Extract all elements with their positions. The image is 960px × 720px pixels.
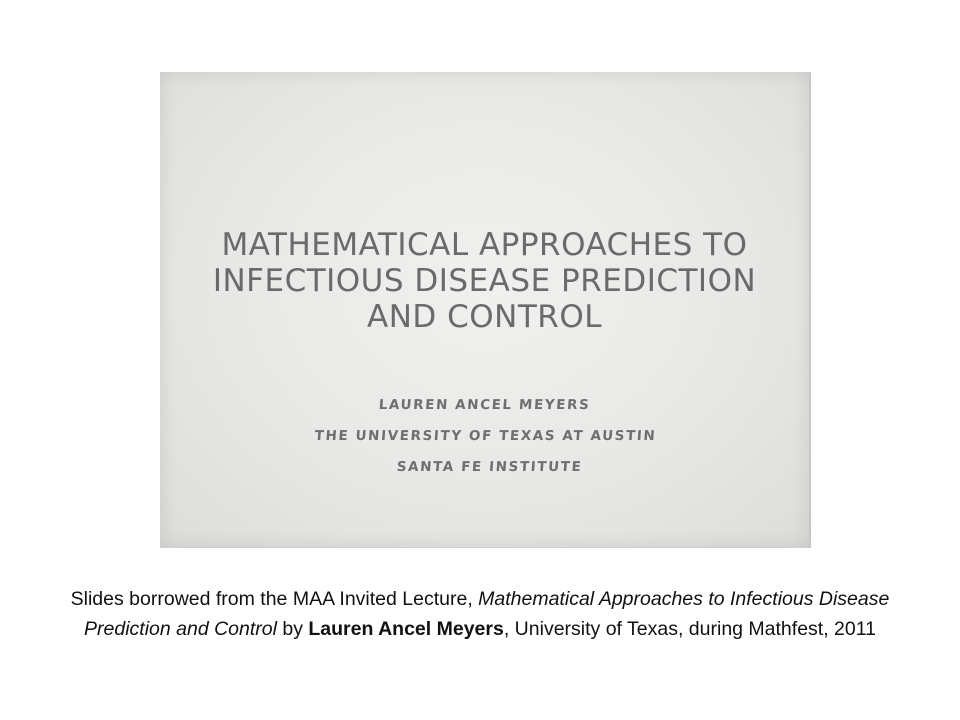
slide-title-line: MATHEMATICAL APPROACHES TO xyxy=(221,227,748,263)
caption-text: Slides borrowed from the MAA Invited Lecture, xyxy=(70,588,479,610)
slide-title xyxy=(160,227,809,335)
slide-author-name: LAUREN ANCEL MEYERS xyxy=(378,397,591,413)
slide-author-affiliation: SANTA FE INSTITUTE xyxy=(396,459,583,475)
caption-author: Lauren Ancel Meyers xyxy=(308,618,504,640)
caption-text: by xyxy=(276,618,309,640)
caption-text: , University of Texas, during Mathfest, 2011 xyxy=(503,618,876,640)
caption-lecture-title: Mathematical Approaches to Infectious Disease Prediction and Control xyxy=(84,588,890,640)
slide-title-line: AND CONTROL xyxy=(366,299,602,335)
slide-title-line: INFECTIOUS DISEASE PREDICTION xyxy=(212,263,757,299)
title-slide-image xyxy=(160,72,811,548)
slide-author-block xyxy=(160,390,809,483)
slide-caption xyxy=(40,584,920,644)
slide-author-affiliation: THE UNIVERSITY OF TEXAS AT AUSTIN xyxy=(314,428,657,444)
